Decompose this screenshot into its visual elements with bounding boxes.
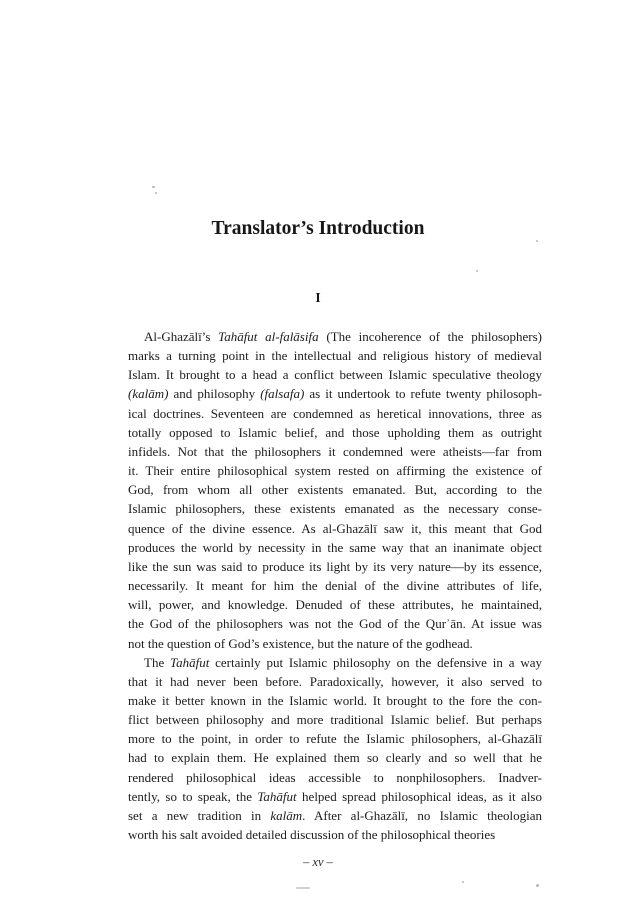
text-line — [128, 768, 542, 787]
italic-term: Tahāfut — [257, 788, 297, 804]
text-line — [128, 442, 542, 461]
text-line — [128, 538, 542, 557]
text-line — [128, 480, 542, 499]
italic-term: Tahāfut al-falāsifa — [218, 329, 319, 344]
text-run: helped spread philosophical ideas, as it also — [296, 788, 542, 804]
text-line — [128, 576, 542, 595]
text-run: make it better known in the Islamic world. It brought to the fore the con- — [128, 692, 542, 708]
text-run: that it had never been before. Paradoxically, however, it also served to — [128, 673, 542, 689]
text-run: marks a turning point in the intellectual and religious history of medieval — [128, 348, 542, 364]
text-line — [128, 499, 542, 518]
scan-speck — [536, 884, 539, 887]
paragraph — [128, 653, 542, 845]
text-run: will, power, and knowledge. Denuded of these attributes, he maintained, — [128, 597, 542, 613]
scan-speck — [476, 270, 478, 272]
text-run: necessarily. It meant for him the denial of the divine attributes of life, — [128, 578, 542, 594]
text-run: more to the point, in order to refute the Islamic philosophers, al-Ghazālī — [128, 731, 542, 747]
body-text — [128, 327, 542, 844]
text-line — [128, 519, 542, 538]
text-line — [128, 825, 542, 844]
text-run: not the question of God’s existence, but the nature of the godhead. — [128, 635, 473, 651]
text-line — [128, 423, 542, 442]
text-line — [128, 365, 542, 384]
text-run: infidels. Not that the philosophers it condemned were atheists—far from — [128, 443, 542, 459]
page-number: – xv – — [303, 855, 333, 869]
text-line — [128, 404, 542, 423]
text-run: rendered philosophical ideas accessible to nonphilosophers. Inadver- — [128, 769, 542, 785]
text-run: totally opposed to Islamic belief, and those upholding them as outright — [128, 424, 542, 440]
text-run: it. Their entire philosophical system rested on affirming the existence of — [128, 463, 542, 479]
italic-term: (falsafa) — [260, 386, 305, 402]
scan-speck — [155, 192, 157, 194]
italic-term: kalām — [270, 807, 303, 823]
italic-term: (kalām) — [128, 386, 169, 402]
text-run: as it undertook to refute twenty philosoph- — [304, 386, 542, 402]
text-run: ical doctrines. Seventeen are condemned as heretical innovations, three as — [128, 405, 542, 421]
scan-speck — [296, 887, 310, 889]
text-run: certainly put Islamic philosophy on the defensive in a way — [209, 654, 542, 670]
text-line — [128, 710, 542, 729]
text-line — [128, 614, 542, 633]
text-run: and philosophy — [168, 386, 261, 402]
text-line — [128, 557, 542, 576]
text-run: flict between philosophy and more traditional Islamic belief. But perhaps — [128, 712, 542, 728]
page-title: Translator’s Introduction — [211, 218, 425, 239]
text-run: worth his salt avoided detailed discussion of the philosophical theories — [128, 827, 496, 843]
italic-term: Tahāfut — [170, 654, 210, 670]
text-run: produces the world by necessity in the same way that an inanimate object — [128, 539, 542, 555]
paragraph — [128, 327, 542, 653]
text-line — [128, 461, 542, 480]
text-run: Islamic philosophers, these existents emanated as the necessary conse- — [128, 501, 542, 517]
section-numeral: I — [315, 290, 321, 305]
text-run: . After al-Ghazālī, no Islamic theologian — [302, 807, 543, 823]
text-run: Al-Ghazālī’s — [144, 329, 219, 344]
text-line — [128, 729, 542, 748]
text-run: quence of the divine essence. As al-Ghazālī saw it, this meant that God — [128, 520, 542, 536]
text-line — [128, 806, 542, 825]
text-line — [128, 787, 542, 806]
text-line — [128, 327, 542, 346]
scan-speck — [462, 881, 464, 883]
text-run: The — [144, 654, 171, 670]
text-line — [128, 748, 542, 767]
text-line — [128, 691, 542, 710]
text-line — [128, 346, 542, 365]
text-run: God, from whom all other existents emanated. But, according to the — [128, 482, 542, 498]
text-run: the God of the philosophers was not the God of the Qurʾān. At issue was — [128, 616, 542, 632]
text-run: had to explain them. He explained them so clearly and so well that he — [128, 750, 542, 766]
text-run: tently, so to speak, the — [128, 788, 258, 804]
text-line — [128, 384, 542, 403]
scan-speck — [536, 240, 538, 242]
text-line — [128, 672, 542, 691]
text-run: Islam. It brought to a head a conflict between Islamic speculative theology — [128, 367, 542, 383]
text-run: (The incoherence of the philosophers) — [318, 329, 543, 344]
text-run: set a new tradition in — [128, 807, 271, 823]
scan-speck — [152, 186, 155, 188]
text-line — [128, 634, 542, 653]
text-run: like the sun was said to produce its light by its very nature—by its essence, — [128, 558, 542, 574]
text-line — [128, 653, 542, 672]
text-line — [128, 595, 542, 614]
